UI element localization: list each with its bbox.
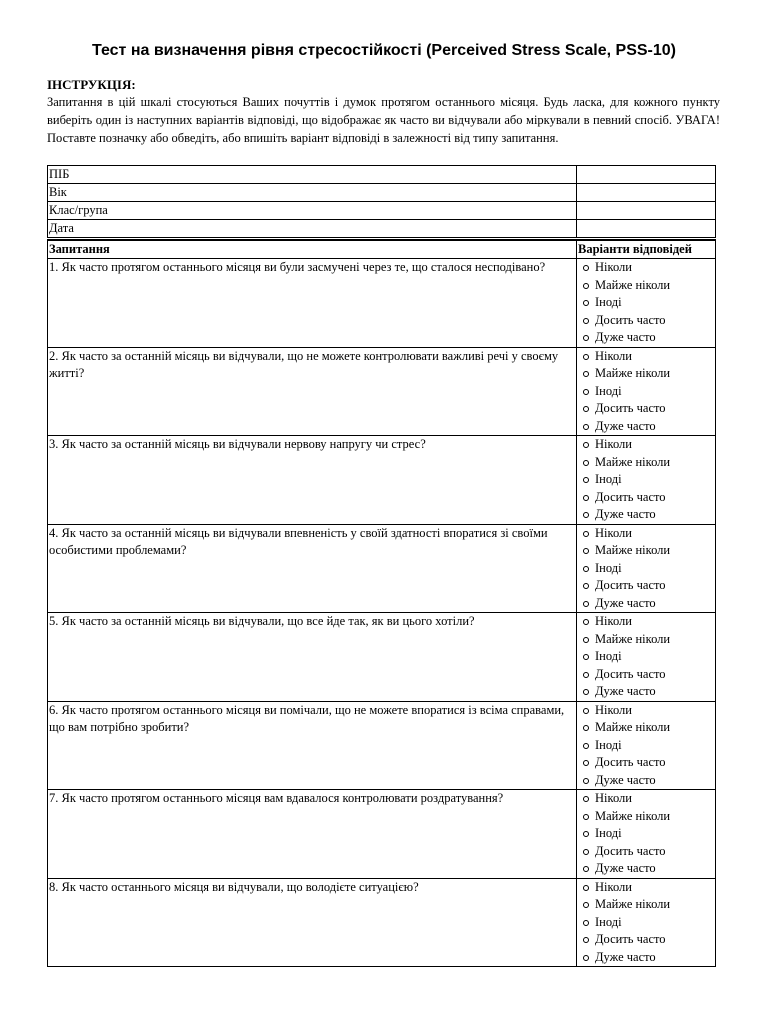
answer-option[interactable] <box>583 542 714 560</box>
info-row <box>48 166 716 184</box>
circle-bullet-icon <box>583 495 589 501</box>
answer-option-label: Іноді <box>595 826 622 840</box>
answer-option[interactable] <box>583 613 714 631</box>
answer-option[interactable] <box>583 896 714 914</box>
answer-option[interactable] <box>583 843 714 861</box>
circle-bullet-icon <box>583 849 589 855</box>
circle-bullet-icon <box>583 371 589 377</box>
info-label: ПІБ <box>48 166 577 184</box>
circle-bullet-icon <box>583 424 589 430</box>
answer-option-list <box>578 702 714 790</box>
answer-option[interactable] <box>583 560 714 578</box>
answer-option-label: Ніколи <box>595 791 632 805</box>
answer-option[interactable] <box>583 949 714 967</box>
answer-option[interactable] <box>583 436 714 454</box>
answer-option[interactable] <box>583 931 714 949</box>
circle-bullet-icon <box>583 283 589 289</box>
info-value-field[interactable] <box>577 184 716 202</box>
answer-options <box>577 524 716 613</box>
answer-option[interactable] <box>583 348 714 366</box>
answer-option-label: Дуже часто <box>595 949 656 964</box>
circle-bullet-icon <box>583 708 589 714</box>
answer-option[interactable] <box>583 825 714 843</box>
circle-bullet-icon <box>583 265 589 271</box>
circle-bullet-icon <box>583 460 589 466</box>
circle-bullet-icon <box>583 512 589 518</box>
answer-option-label: Іноді <box>595 914 622 929</box>
answer-option-label: Досить часто <box>595 489 666 504</box>
circle-bullet-icon <box>583 601 589 607</box>
answer-option-label: Досить часто <box>595 755 666 769</box>
circle-bullet-icon <box>583 566 589 572</box>
answer-options <box>577 613 716 702</box>
answer-option-label: Ніколи <box>595 614 632 628</box>
answer-option-label: Іноді <box>595 737 622 752</box>
answer-option-label: Дуже часто <box>595 330 656 344</box>
answer-option-label: Майже ніколи <box>595 897 671 911</box>
answer-option-label: Майже ніколи <box>595 720 671 734</box>
answer-option-label: Дуже часто <box>595 418 656 433</box>
question-text: 2. Як часто за останній місяць ви відчували, що не можете контролювати важливі речі у своєму житті? <box>48 347 577 436</box>
circle-bullet-icon <box>583 866 589 872</box>
answer-option[interactable] <box>583 790 714 808</box>
question-row <box>48 524 716 613</box>
question-row <box>48 259 716 348</box>
question-text: 6. Як часто протягом останнього місяця ви помічали, що не можете впоратися із всіма справами, що вам потрібно зробити? <box>48 701 577 790</box>
circle-bullet-icon <box>583 318 589 324</box>
info-label: Вік <box>48 184 577 202</box>
circle-bullet-icon <box>583 814 589 820</box>
circle-bullet-icon <box>583 955 589 961</box>
answer-option-label: Ніколи <box>595 879 632 894</box>
answer-option[interactable] <box>583 577 714 595</box>
answer-option-label: Майже ніколи <box>595 808 671 823</box>
answer-option-label: Ніколи <box>595 437 632 451</box>
circle-bullet-icon <box>583 796 589 802</box>
question-row <box>48 790 716 879</box>
circle-bullet-icon <box>583 406 589 412</box>
answer-option-label: Іноді <box>595 649 622 663</box>
answer-option-label: Іноді <box>595 383 622 398</box>
answer-options <box>577 701 716 790</box>
info-row <box>48 184 716 202</box>
answer-option-label: Дуже часто <box>595 507 656 521</box>
answer-option-list <box>578 879 714 967</box>
circle-bullet-icon <box>583 583 589 589</box>
answer-option-label: Дуже часто <box>595 861 656 875</box>
circle-bullet-icon <box>583 831 589 837</box>
question-text: 8. Як часто останнього місяця ви відчували, що володієте ситуацією? <box>48 878 577 967</box>
info-label: Дата <box>48 220 577 238</box>
answer-option-label: Досить часто <box>595 312 666 327</box>
answer-option[interactable] <box>583 719 714 737</box>
answer-option[interactable] <box>583 754 714 772</box>
answer-option-label: Іноді <box>595 472 622 486</box>
answer-option[interactable] <box>583 595 714 613</box>
circle-bullet-icon <box>583 354 589 360</box>
answer-option-label: Досить часто <box>595 666 666 681</box>
document-title: Тест на визначення рівня стресостійкості (Perceived Stress Scale, PSS-10) <box>91 42 676 59</box>
answer-option-label: Ніколи <box>595 348 632 363</box>
answer-option[interactable] <box>583 383 714 401</box>
answer-option-label: Досить часто <box>595 843 666 858</box>
answer-options <box>577 347 716 436</box>
answer-option-label: Майже ніколи <box>595 454 671 469</box>
answer-option[interactable] <box>583 737 714 755</box>
answer-option-label: Досить часто <box>595 401 666 415</box>
circle-bullet-icon <box>583 885 589 891</box>
answer-option[interactable] <box>583 631 714 649</box>
answer-option[interactable] <box>583 506 714 524</box>
answer-option[interactable] <box>583 471 714 489</box>
answer-option-list <box>578 613 714 701</box>
answer-option[interactable] <box>583 259 714 277</box>
circle-bullet-icon <box>583 778 589 784</box>
questions-table <box>47 239 716 967</box>
answer-option-label: Майже ніколи <box>595 366 671 380</box>
answer-options <box>577 436 716 525</box>
answer-options <box>577 790 716 879</box>
info-row <box>48 202 716 220</box>
answer-option-list <box>578 525 714 613</box>
question-text: 4. Як часто за останній місяць ви відчували впевненість у своїй здатності впоратися зі своїми особистими проблемами? <box>48 524 577 613</box>
circle-bullet-icon <box>583 637 589 643</box>
circle-bullet-icon <box>583 689 589 695</box>
question-row <box>48 701 716 790</box>
answer-option-label: Дуже часто <box>595 595 656 610</box>
answer-option-label: Ніколи <box>595 525 632 540</box>
question-row <box>48 878 716 967</box>
instructions-text: Запитання в цій шкалі стосуються Ваших почуттів і думок протягом останнього місяця. Будь ласка, для кожного пункту виберіть один із наступних варіантів відповіді, що відображає як часто ви відчували або міркували в певний спосіб. УВАГА! Поставте позначку або обведіть, або впишіть варіант відповіді в залежності від типу запитання. <box>47 95 720 145</box>
info-value-field[interactable] <box>577 220 716 238</box>
circle-bullet-icon <box>583 335 589 341</box>
circle-bullet-icon <box>583 672 589 678</box>
answer-option-label: Ніколи <box>595 702 632 717</box>
answers-column-header: Варіанти відповідей <box>577 240 716 259</box>
info-value-field[interactable] <box>577 166 716 184</box>
question-text: 5. Як часто за останній місяць ви відчували, що все йде так, як ви цього хотіли? <box>48 613 577 702</box>
answer-option[interactable] <box>583 329 714 347</box>
answer-option[interactable] <box>583 648 714 666</box>
question-column-header: Запитання <box>48 240 577 259</box>
answer-options <box>577 878 716 967</box>
circle-bullet-icon <box>583 442 589 448</box>
answer-option-list <box>578 436 714 524</box>
info-value-field[interactable] <box>577 202 716 220</box>
circle-bullet-icon <box>583 743 589 749</box>
table-header-row <box>48 240 716 259</box>
answer-option[interactable] <box>583 277 714 295</box>
answer-option-label: Дуже часто <box>595 684 656 698</box>
answer-option-label: Ніколи <box>595 260 632 274</box>
question-row <box>48 347 716 436</box>
answer-option[interactable] <box>583 489 714 507</box>
circle-bullet-icon <box>583 902 589 908</box>
circle-bullet-icon <box>583 920 589 926</box>
answer-option-label: Іноді <box>595 295 622 309</box>
answer-option[interactable] <box>583 879 714 897</box>
question-text: 7. Як часто протягом останнього місяця вам вдавалося контролювати роздратування? <box>48 790 577 879</box>
question-row <box>48 436 716 525</box>
answer-option[interactable] <box>583 294 714 312</box>
circle-bullet-icon <box>583 760 589 766</box>
answer-option[interactable] <box>583 312 714 330</box>
answer-option-label: Майже ніколи <box>595 277 671 292</box>
circle-bullet-icon <box>583 548 589 554</box>
info-row <box>48 220 716 238</box>
answer-option[interactable] <box>583 365 714 383</box>
answer-option[interactable] <box>583 860 714 878</box>
circle-bullet-icon <box>583 300 589 306</box>
answer-option-list <box>578 259 714 347</box>
respondent-info-table <box>47 165 716 238</box>
question-row <box>48 613 716 702</box>
answer-option[interactable] <box>583 454 714 472</box>
answer-option-list <box>578 348 714 436</box>
answer-option-label: Майже ніколи <box>595 631 671 646</box>
question-text: 3. Як часто за останній місяць ви відчували нервову напругу чи стрес? <box>48 436 577 525</box>
answer-option-label: Досить часто <box>595 932 666 946</box>
answer-option[interactable] <box>583 914 714 932</box>
circle-bullet-icon <box>583 725 589 731</box>
answer-option[interactable] <box>583 400 714 418</box>
answer-option[interactable] <box>583 808 714 826</box>
circle-bullet-icon <box>583 531 589 537</box>
answer-option[interactable] <box>583 683 714 701</box>
circle-bullet-icon <box>583 477 589 483</box>
answer-option[interactable] <box>583 772 714 790</box>
question-text: 1. Як часто протягом останнього місяця ви були засмучені через те, що сталося несподівано? <box>48 259 577 348</box>
circle-bullet-icon <box>583 389 589 395</box>
answer-option-list <box>578 790 714 878</box>
circle-bullet-icon <box>583 619 589 625</box>
answer-option[interactable] <box>583 525 714 543</box>
answer-option-label: Майже ніколи <box>595 543 671 557</box>
info-label: Клас/група <box>48 202 577 220</box>
circle-bullet-icon <box>583 937 589 943</box>
instructions-heading: ІНСТРУКЦІЯ: <box>47 77 136 92</box>
answer-option[interactable] <box>583 666 714 684</box>
answer-option[interactable] <box>583 702 714 720</box>
answer-option[interactable] <box>583 418 714 436</box>
circle-bullet-icon <box>583 654 589 660</box>
answer-options <box>577 259 716 348</box>
answer-option-label: Іноді <box>595 560 622 575</box>
answer-option-label: Досить часто <box>595 578 666 592</box>
answer-option-label: Дуже часто <box>595 772 656 787</box>
